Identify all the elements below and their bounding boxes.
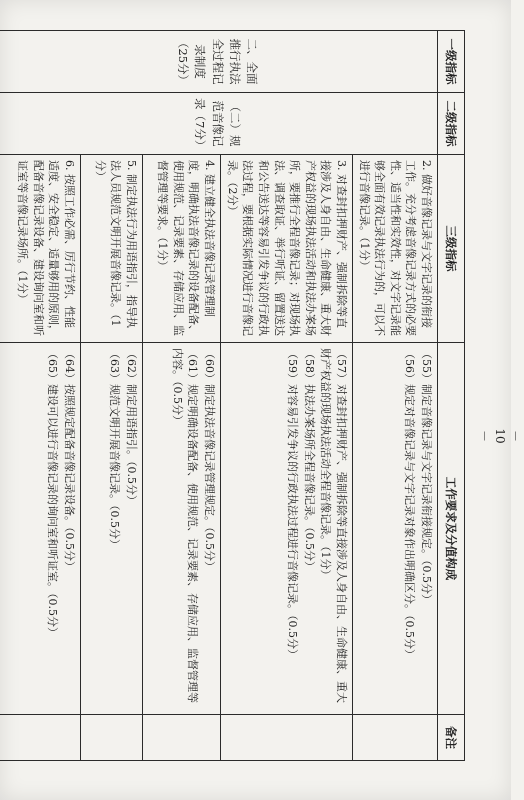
header-requirements: 工作要求及分值构成 xyxy=(438,343,465,715)
requirement-item: （63）规范文明开展音像记录。（0.5分） xyxy=(108,348,122,550)
level1-cell: 二、全面推行执法全过程记录制度（25分） xyxy=(0,31,438,93)
requirements-cell xyxy=(81,343,143,715)
requirement-item: （65）建设可以进行音像记录的询问室和听证室。（0.5分） xyxy=(46,348,60,638)
header-level1: 一级指标 xyxy=(438,31,465,93)
remark-cell xyxy=(352,715,437,761)
page-number: － 10 － xyxy=(477,428,522,444)
remark-cell xyxy=(81,715,143,761)
level3-indicator: 5. 制定执法行为用语指引，指导执法人员规范文明开展音像记录。（1分） xyxy=(81,155,143,343)
remark-cell xyxy=(221,715,353,761)
level3-indicator: 3. 对查封扣押财产、强制拆除等直接涉及人身自由、生命健康、重大财产权益的现场执法活动和执法办案场所，要推行全程音像记录；对现场执法、调查取证、举行听证、留置送达和公告送达等容易引发争议的行政执法过程，要根据实际情况进行音像记录。（2分） xyxy=(221,155,353,343)
requirement-item: （58）执法办案场所全程音像记录。（0.5分） xyxy=(302,348,316,572)
level3-indicator: 4. 建立健全执法音像记录管理制度，明确执法音像记录的设备配备、使用规范、记录要素、存储应用、监督管理等要求。（1分） xyxy=(143,155,221,343)
requirements-cell xyxy=(221,343,353,715)
remark-cell xyxy=(0,715,81,761)
level3-indicator: 6. 按照工作必需、厉行节约、性能适度、安全稳定、适量够用的原则，配备音像记录设备、建设询问室和听证室等音像记录场所。（1分） xyxy=(0,155,81,343)
header-remarks: 备注 xyxy=(438,715,465,761)
requirement-item: （56）规定对音像记录与文字记录对象作出明确区分。（0.5分） xyxy=(403,348,417,660)
indicator-table xyxy=(0,30,465,761)
level2-cell: （二）规范音像记录（7分） xyxy=(0,93,438,155)
document-table-rotated xyxy=(16,30,465,760)
requirement-item: （55）制定音像记录与文字记录衔接规定。（0.5分） xyxy=(420,348,433,605)
table-row xyxy=(352,31,437,761)
requirement-item: （60）制定执法音像记录管理规定。（0.5分） xyxy=(203,348,217,572)
requirements-cell xyxy=(143,343,221,715)
level3-indicator: 2. 做好音像记录与文字记录的衔接工作。充分考虑音像记录方式的必要性、适当性和实效性，对文字记录能够全面有效记录执法行为的，可以不进行音像记录。（1分） xyxy=(352,155,437,343)
requirement-item: （57）对查封扣押财产、强制拆除等直接涉及人身自由、生命健康、重大财产权益的现场执法活动全程音像记录。（1分） xyxy=(319,348,348,703)
requirement-item: （61）规定明确设备配备、使用规范、记录要素、存储应用、监督管理等内容。（0.5分） xyxy=(170,348,200,703)
requirement-item: （64）按照规定配备音像记录设备。（0.5分） xyxy=(63,348,77,572)
header-level2: 二级指标 xyxy=(438,93,465,155)
header-level3: 三级指标 xyxy=(438,155,465,343)
requirement-item: （59）对容易引发争议的行政执法过程进行音像记录。（0.5分） xyxy=(286,348,300,660)
table-header-row xyxy=(438,31,465,761)
remark-cell xyxy=(143,715,221,761)
requirements-cell xyxy=(352,343,437,715)
requirement-item: （62）制定用语指引。（0.5分） xyxy=(125,348,139,506)
requirements-cell xyxy=(0,343,81,715)
